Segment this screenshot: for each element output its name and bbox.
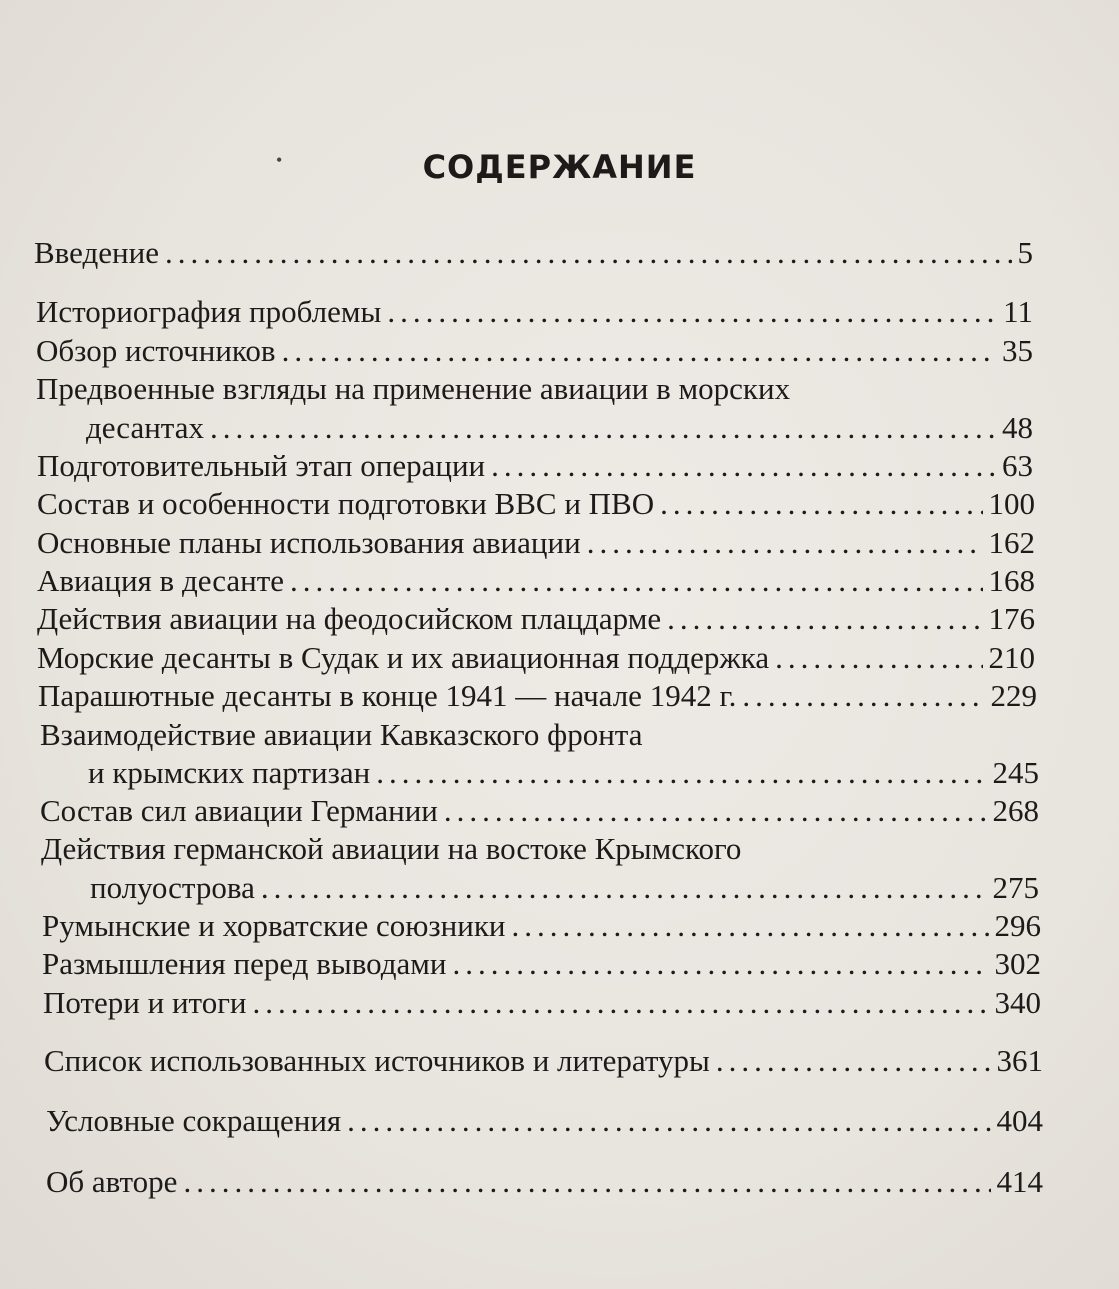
toc-entry	[42, 908, 1041, 944]
toc-label: Список использованных источников и литературы	[44, 1043, 710, 1078]
toc-label-line1: Предвоенные взгляды на применение авиации в морских	[36, 371, 791, 406]
toc-entry	[36, 294, 1033, 330]
toc-page-number: 48	[1002, 410, 1033, 445]
toc-entry	[46, 1103, 1043, 1139]
toc-page-number: 268	[992, 793, 1039, 828]
toc-entry	[42, 946, 1041, 982]
toc-page-number: 245	[992, 755, 1039, 790]
toc-label: Действия авиации на феодосийском плацдарме	[37, 601, 662, 636]
toc-page-number: 5	[1017, 235, 1033, 270]
leader-dots	[282, 333, 996, 369]
toc-label: Морские десанты в Судак и их авиационная поддержка	[37, 640, 770, 675]
toc-entry	[86, 410, 1033, 446]
toc-page-number: 168	[988, 563, 1035, 598]
toc-page-number: 275	[992, 870, 1039, 905]
page-title: СОДЕРЖАНИЕ	[422, 148, 697, 186]
toc-label: полуострова	[90, 870, 255, 905]
toc-page-number: 176	[988, 601, 1035, 636]
toc-label-line1: Взаимодействие авиации Кавказского фронта	[40, 717, 643, 752]
toc-entry	[88, 755, 1039, 791]
toc-entry	[37, 563, 1035, 599]
toc-page-number: 100	[988, 486, 1035, 521]
leader-dots	[183, 1164, 990, 1200]
leader-dots	[716, 1043, 991, 1079]
toc-entry	[43, 985, 1041, 1021]
toc-label: Обзор источников	[36, 333, 276, 368]
leader-dots	[587, 525, 983, 561]
toc-label: Парашютные десанты в конце 1941 — начале 1942 г.	[38, 678, 737, 713]
toc-label: Об авторе	[46, 1164, 178, 1199]
toc-entry	[37, 486, 1035, 522]
leader-dots	[347, 1103, 990, 1139]
toc-entry	[90, 870, 1039, 906]
toc-label: Введение	[34, 235, 159, 270]
toc-label: десантах	[86, 410, 204, 445]
toc-entry	[37, 601, 1035, 637]
toc-page-number: 63	[1002, 448, 1033, 483]
toc-label: Состав сил авиации Германии	[40, 793, 438, 828]
toc-entry	[38, 678, 1037, 714]
leader-dots	[387, 294, 997, 330]
leader-dots	[511, 908, 988, 944]
toc-label: Размышления перед выводами	[42, 946, 447, 981]
leader-dots	[660, 486, 982, 522]
toc-label: и крымских партизан	[88, 755, 371, 790]
leader-dots	[667, 601, 982, 637]
toc-page-number: 302	[994, 946, 1041, 981]
leader-dots	[376, 755, 986, 791]
toc-page-number: 210	[988, 640, 1035, 675]
toc-entry	[37, 448, 1033, 484]
toc-page-number: 340	[994, 985, 1041, 1020]
toc-page-number: 404	[996, 1103, 1043, 1138]
toc-entry	[36, 333, 1033, 369]
toc-entry	[34, 235, 1033, 271]
toc-entry	[37, 525, 1035, 561]
leader-dots	[261, 870, 987, 906]
toc-page-number: 162	[988, 525, 1035, 560]
toc-label: Условные сокращения	[46, 1103, 342, 1138]
toc-entry	[46, 1164, 1043, 1200]
toc-page-number: 11	[1003, 294, 1033, 329]
toc-entry	[44, 1043, 1043, 1079]
toc-label: Подготовительный этап операции	[37, 448, 486, 483]
toc-label: Потери и итоги	[43, 985, 247, 1020]
leader-dots	[742, 678, 984, 714]
leader-dots	[444, 793, 987, 829]
toc-entry	[37, 640, 1035, 676]
leader-dots	[165, 235, 1012, 271]
leader-dots	[253, 985, 989, 1021]
toc-label-line1: Действия германской авиации на востоке Крымского	[41, 831, 742, 866]
toc-label: Авиация в десанте	[37, 563, 285, 598]
ink-mark: •	[276, 150, 283, 170]
leader-dots	[491, 448, 996, 484]
toc-page-number: 361	[996, 1043, 1043, 1078]
toc-label: Румынские и хорватские союзники	[42, 908, 506, 943]
toc-label: Состав и особенности подготовки ВВС и ПВО	[37, 486, 655, 521]
toc-label: Историография проблемы	[36, 294, 382, 329]
leader-dots	[210, 410, 996, 446]
toc-page-number: 414	[996, 1164, 1043, 1199]
toc-page-number: 35	[1002, 333, 1033, 368]
toc-page-number: 296	[994, 908, 1041, 943]
leader-dots	[290, 563, 982, 599]
toc-label: Основные планы использования авиации	[37, 525, 581, 560]
leader-dots	[775, 640, 982, 676]
leader-dots	[453, 946, 989, 982]
toc-page-number: 229	[990, 678, 1037, 713]
toc-entry	[40, 793, 1039, 829]
